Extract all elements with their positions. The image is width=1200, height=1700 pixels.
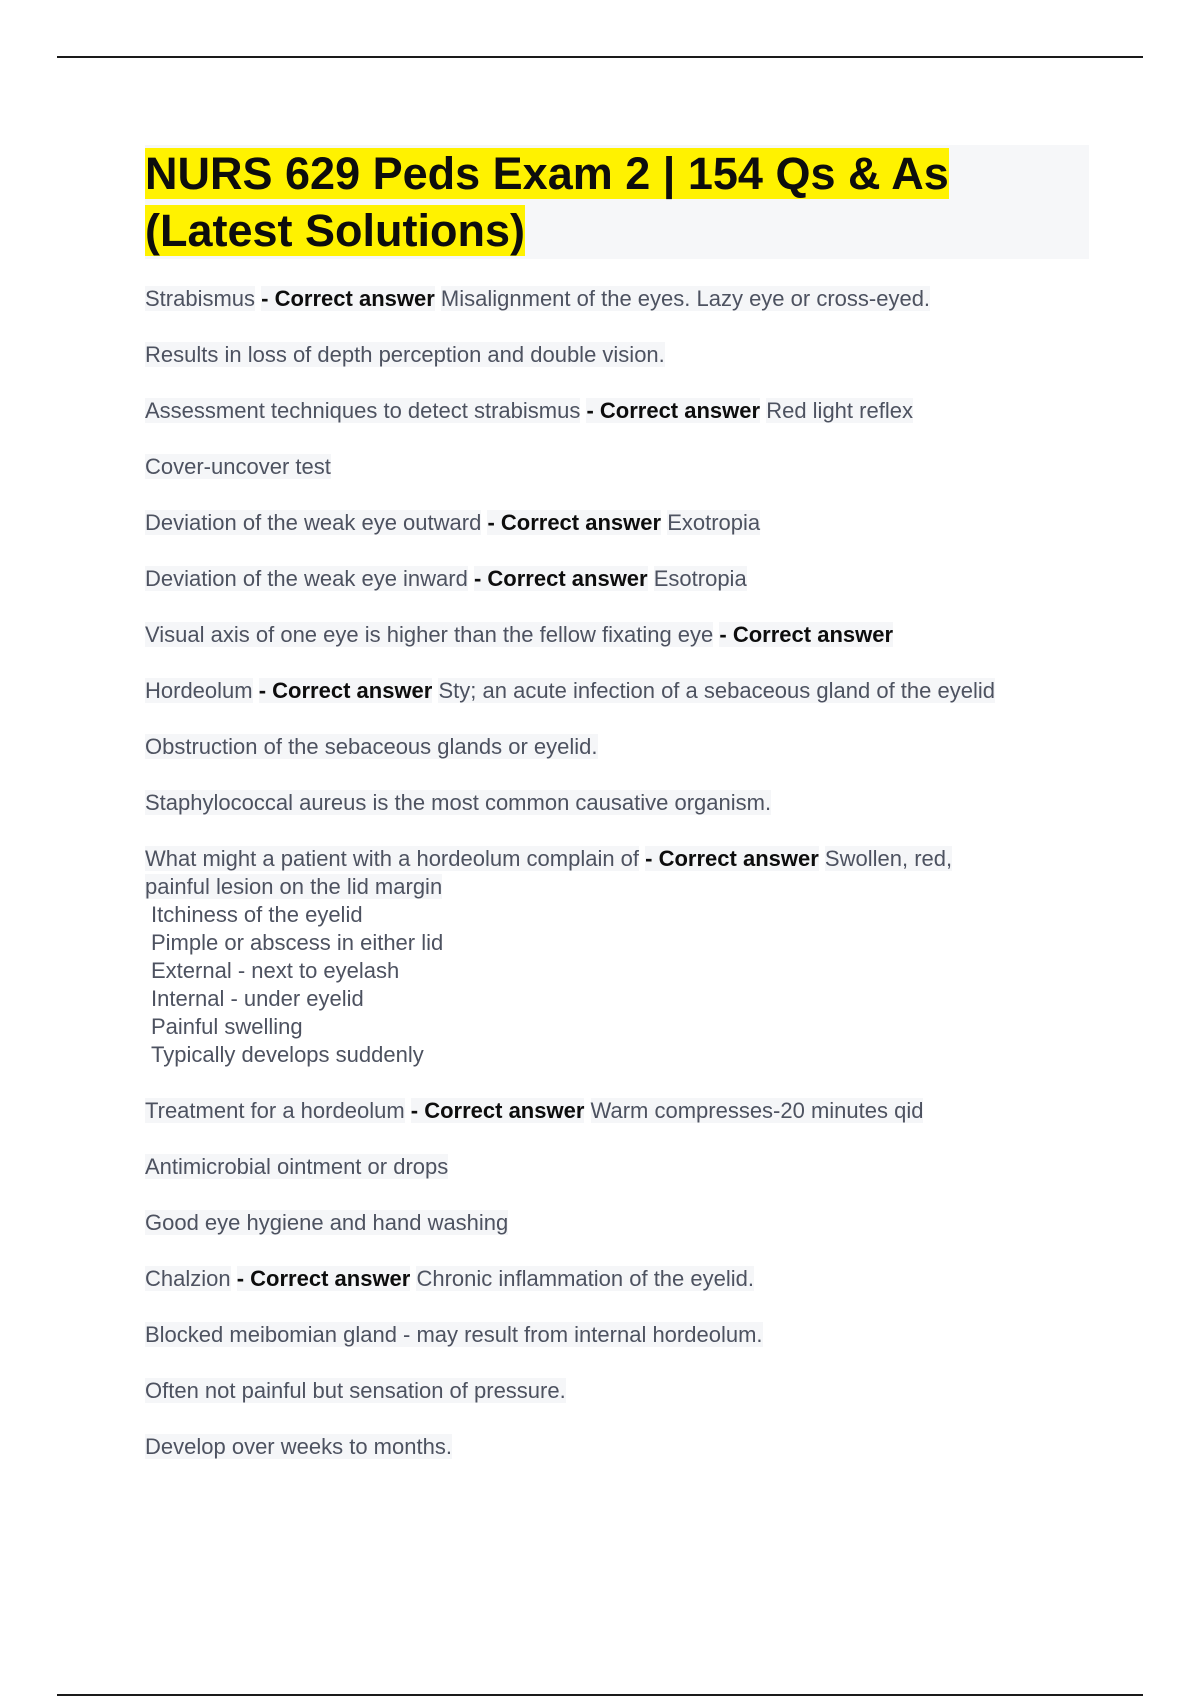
question-text: Hordeolum (145, 678, 253, 703)
correct-answer-label: - Correct answer (258, 678, 433, 703)
question-text: Assessment techniques to detect strabismus (145, 398, 581, 423)
note-text: Results in loss of depth perception and double vision. (145, 342, 665, 367)
qa-paragraph (145, 509, 1089, 537)
document-title (145, 145, 1089, 259)
qa-paragraph (145, 285, 1089, 313)
correct-answer-label: - Correct answer (261, 286, 435, 311)
answer-text: Red light reflex (766, 398, 913, 423)
note-text: Good eye hygiene and hand washing (145, 1210, 509, 1235)
correct-answer-label: - Correct answer (586, 398, 761, 423)
note-text: Often not painful but sensation of pressure. (145, 1378, 566, 1403)
answer-sublist-item: Pimple or abscess in either lid (151, 930, 444, 955)
answer-text: Exotropia (667, 510, 761, 535)
answer-text: Sty; an acute infection of a sebaceous gland of the eyelid (438, 678, 995, 703)
qa-list (145, 285, 1089, 1461)
qa-paragraph (145, 1321, 1089, 1349)
question-text: Deviation of the weak eye outward (145, 510, 482, 535)
qa-paragraph (145, 1153, 1089, 1181)
answer-text: Chronic inflammation of the eyelid. (416, 1266, 754, 1291)
qa-paragraph (145, 1097, 1089, 1125)
answer-sublist (145, 901, 1089, 1069)
note-text: Cover-uncover test (145, 454, 331, 479)
correct-answer-label: - Correct answer (719, 622, 894, 647)
qa-paragraph (145, 733, 1089, 761)
note-text: Staphylococcal aureus is the most common causative organism. (145, 790, 772, 815)
qa-paragraph (145, 1265, 1089, 1293)
question-text: Treatment for a hordeolum (145, 1098, 405, 1123)
correct-answer-label: - Correct answer (410, 1098, 585, 1123)
title-line-1: NURS 629 Peds Exam 2 | 154 Qs & As (145, 148, 949, 199)
qa-paragraph (145, 789, 1089, 817)
answer-text-continued: painful lesion on the lid margin (145, 874, 443, 899)
question-text: Visual axis of one eye is higher than the fellow fixating eye (145, 622, 714, 647)
top-rule (57, 56, 1143, 58)
answer-sublist-item: Internal - under eyelid (151, 986, 364, 1011)
qa-paragraph (145, 845, 1089, 1069)
qa-paragraph (145, 1209, 1089, 1237)
answer-sublist-item: Itchiness of the eyelid (151, 902, 363, 927)
title-line-2: (Latest Solutions) (145, 205, 525, 256)
answer-text: Esotropia (653, 566, 747, 591)
correct-answer-label: - Correct answer (487, 510, 662, 535)
qa-paragraph (145, 341, 1089, 369)
correct-answer-label: - Correct answer (236, 1266, 411, 1291)
qa-paragraph (145, 1377, 1089, 1405)
answer-text: Misalignment of the eyes. Lazy eye or cross-eyed. (440, 286, 931, 311)
note-text: Develop over weeks to months. (145, 1434, 452, 1459)
answer-text: Swollen, red, (824, 846, 953, 871)
qa-paragraph (145, 397, 1089, 425)
document-body (145, 145, 1089, 1489)
qa-paragraph (145, 453, 1089, 481)
qa-paragraph (145, 1433, 1089, 1461)
correct-answer-label: - Correct answer (473, 566, 648, 591)
qa-paragraph (145, 565, 1089, 593)
answer-text: Warm compresses-20 minutes qid (590, 1098, 924, 1123)
qa-paragraph (145, 621, 1089, 649)
question-text: Deviation of the weak eye inward (145, 566, 468, 591)
answer-sublist-item: Typically develops suddenly (151, 1042, 424, 1067)
qa-paragraph (145, 677, 1089, 705)
bottom-rule (57, 1694, 1143, 1696)
answer-sublist-item: Painful swelling (151, 1014, 303, 1039)
correct-answer-label: - Correct answer (645, 846, 819, 871)
title-block (145, 145, 1089, 259)
note-text: Obstruction of the sebaceous glands or eyelid. (145, 734, 598, 759)
question-text: Chalzion (145, 1266, 231, 1291)
question-text: What might a patient with a hordeolum complain of (145, 846, 640, 871)
note-text: Antimicrobial ointment or drops (145, 1154, 449, 1179)
answer-sublist-item: External - next to eyelash (151, 958, 400, 983)
note-text: Blocked meibomian gland - may result from internal hordeolum. (145, 1322, 763, 1347)
question-text: Strabismus (145, 286, 256, 311)
